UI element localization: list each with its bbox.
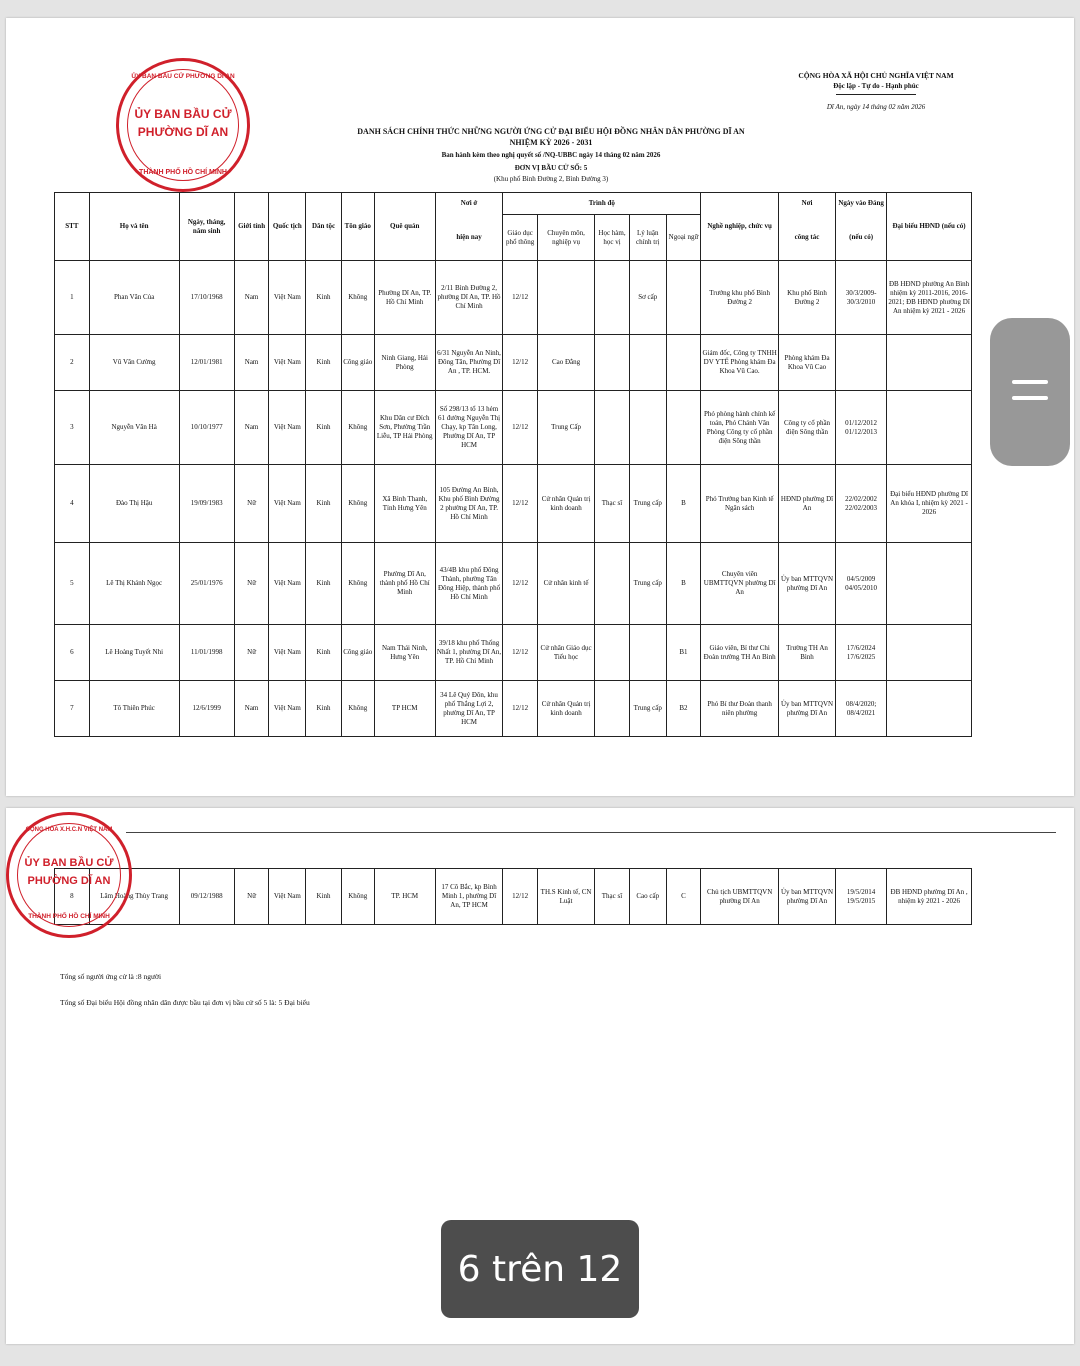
col-nationality: Quốc tịch [269,193,306,261]
cell-dob: 10/10/1977 [179,391,234,465]
cell-delegate [887,543,972,625]
cell-occupation: Phó Trưởng ban Kinh tế Ngân sách [701,465,779,543]
cell-ethnicity: Kinh [306,391,342,465]
cell-residence: 17 Cô Bắc, kp Bình Minh 1, phường Dĩ An, TP HCM [435,869,502,925]
col-edu-language: Ngoại ngữ [666,215,701,261]
cell-edu-political: Trung cấp [629,465,666,543]
cell-stt: 5 [55,543,90,625]
cell-name: Nguyễn Văn Hà [89,391,179,465]
cell-ethnicity: Kinh [306,625,342,681]
candidates-table-continued [54,868,972,925]
table-body-continued [55,869,972,925]
seal-bottom-text: THÀNH PHỐ HỒ CHÍ MINH [28,913,110,920]
table-body [55,261,972,737]
cell-edu-specialty: Cử nhân Quản trị kinh doanh [537,465,594,543]
cell-residence: 6/31 Nguyễn An Ninh, Đông Tân, Phường Dĩ An , TP. HCM. [435,335,502,391]
table-row [55,261,972,335]
cell-edu-degree [595,261,630,335]
nation-motto: Độc lập - Tự do - Hạnh phúc [833,82,919,90]
cell-residence: 2/11 Bình Đường 2, phường Dĩ An, TP. Hồ Chí Minh [435,261,502,335]
cell-dob: 11/01/1998 [179,625,234,681]
cell-name: Vũ Văn Cường [89,335,179,391]
candidates-table [54,192,972,737]
document-decree: Ban hành kèm theo nghị quyết số /NQ-UBBC ngày 14 tháng 02 năm 2026 [441,151,661,159]
cell-occupation: Giáo viên, Bí thư Chi Đoàn trường TH An Bình [701,625,779,681]
cell-residence: Số 298/13 tổ 13 hẻm 61 đường Nguyễn Thị Chạy, kp Tân Long, Phường Dĩ An, TP HCM [435,391,502,465]
seal-line-2: PHƯỜNG DĨ AN [137,125,229,139]
cell-residence: 105 Đường An Bình, Khu phố Bình Đường 2 phường Dĩ An, TP. Hồ Chí Minh [435,465,502,543]
cell-dob: 25/01/1976 [179,543,234,625]
cell-party: 19/5/2014 19/5/2015 [836,869,887,925]
cell-edu-specialty: Trung Cấp [537,391,594,465]
cell-religion: Không [341,869,374,925]
col-edu-general: Giáo dục phổ thông [503,215,538,261]
seal-bottom-text: THÀNH PHỐ HỒ CHÍ MINH [139,169,227,176]
cell-edu-general: 12/12 [503,543,538,625]
cell-name: Đào Thị Hậu [89,465,179,543]
cell-delegate [887,335,972,391]
cell-stt: 8 [55,869,90,925]
grip-line-bottom [1012,396,1048,400]
table-row [55,625,972,681]
cell-workplace: Phòng khám Đa Khoa Vũ Cao [778,335,835,391]
cell-nationality: Việt Nam [269,543,306,625]
cell-edu-specialty: Cử nhân kinh tế [537,543,594,625]
cell-workplace: Ủy ban MTTQVN phường Dĩ An [778,681,835,737]
table-row [55,335,972,391]
cell-dob: 17/10/1968 [179,261,234,335]
cell-gender: Nữ [234,625,269,681]
cell-workplace: Trường TH An Bình [778,625,835,681]
cell-edu-language [666,261,701,335]
cell-stt: 4 [55,465,90,543]
col-workplace-top: Nơi [778,193,835,215]
cell-edu-general: 12/12 [503,391,538,465]
grip-line-top [1012,380,1048,384]
cell-dob: 12/01/1981 [179,335,234,391]
cell-delegate: ĐB HĐND phường An Bình nhiệm kỳ 2011-2016, 2016-2021; ĐB HĐND phường Dĩ An nhiệm kỳ 2021 - 2026 [887,261,972,335]
col-residence-sub: hiện nay [435,215,502,261]
cell-edu-language: B2 [666,681,701,737]
cell-occupation: Phó Bí thư Đoàn thanh niên phường [701,681,779,737]
cell-hometown: Nam Thái Ninh, Hưng Yên [374,625,435,681]
cell-residence: 34 Lê Quý Đôn, khu phố Thắng Lợi 2, phường Dĩ An, TP HCM [435,681,502,737]
cell-hometown: Ninh Giang, Hải Phòng [374,335,435,391]
cell-nationality: Việt Nam [269,681,306,737]
cell-edu-political: Cao cấp [629,869,666,925]
cell-gender: Nữ [234,869,269,925]
official-seal-page-2 [6,812,132,938]
cell-stt: 7 [55,681,90,737]
cell-nationality: Việt Nam [269,869,306,925]
cell-hometown: TP HCM [374,681,435,737]
col-residence-top: Nơi ở [435,193,502,215]
col-party-sub: (nếu có) [836,215,887,261]
cell-edu-general: 12/12 [503,625,538,681]
seal-top-text: ỦY BAN BẦU CỬ PHƯỜNG DĨ AN [131,73,235,80]
col-occupation: Nghề nghiệp, chức vụ [701,193,779,261]
cell-occupation: Trưởng khu phố Bình Đường 2 [701,261,779,335]
cell-party: 17/6/2024 17/6/2025 [836,625,887,681]
cell-edu-specialty: Cao Đẳng [537,335,594,391]
document-term: NHIỆM KỲ 2026 - 2031 [509,138,593,147]
cell-edu-specialty: TH.S Kinh tế, CN Luật [537,869,594,925]
cell-dob: 12/6/1999 [179,681,234,737]
cell-hometown: Phường Dĩ An, thành phố Hồ Chí Minh [374,543,435,625]
cell-party: 04/5/2009 04/05/2010 [836,543,887,625]
cell-edu-political: Trung cấp [629,681,666,737]
cell-nationality: Việt Nam [269,335,306,391]
cell-edu-degree [595,335,630,391]
cell-occupation: Chuyên viên UBMTTQVN phường Dĩ An [701,543,779,625]
col-party-top: Ngày vào Đảng [836,193,887,215]
cell-ethnicity: Kinh [306,465,342,543]
election-area: (Khu phố Bình Đường 2, Bình Đường 3) [493,175,609,183]
cell-nationality: Việt Nam [269,625,306,681]
cell-ethnicity: Kinh [306,261,342,335]
cell-stt: 3 [55,391,90,465]
cell-delegate [887,681,972,737]
cell-edu-specialty [537,261,594,335]
cell-religion: Không [341,465,374,543]
cell-ethnicity: Kinh [306,869,342,925]
cell-edu-political: Trung cấp [629,543,666,625]
cell-name: Lâm Hoàng Thùy Trang [89,869,179,925]
official-seal [116,58,250,192]
cell-ethnicity: Kinh [306,681,342,737]
cell-name: Phan Văn Của [89,261,179,335]
col-religion: Tôn giáo [341,193,374,261]
cell-gender: Nữ [234,543,269,625]
fast-scroll-handle[interactable] [990,318,1070,466]
cell-edu-language: B [666,543,701,625]
col-edu-political: Lý luận chính trị [629,215,666,261]
col-edu-degree: Học hàm, học vị [595,215,630,261]
cell-religion: Không [341,681,374,737]
cell-religion: Không [341,543,374,625]
cell-edu-general: 12/12 [503,869,538,925]
cell-ethnicity: Kinh [306,335,342,391]
cell-edu-language: B1 [666,625,701,681]
cell-edu-political [629,391,666,465]
election-unit: ĐƠN VỊ BẦU CỬ SỐ: 5 [514,164,588,172]
col-education: Trình độ [503,193,701,215]
cell-party: 22/02/2002 22/02/2003 [836,465,887,543]
cell-religion: Không [341,261,374,335]
cell-edu-political [629,625,666,681]
cell-workplace: Ủy ban MTTQVN phường Dĩ An [778,543,835,625]
cell-residence: 43/4B khu phố Đông Thành, phường Tân Đông Hiệp, thành phố Hồ Chí Minh [435,543,502,625]
cell-edu-general: 12/12 [503,465,538,543]
cell-edu-specialty: Cử nhân Giáo dục Tiểu học [537,625,594,681]
table-row [55,869,972,925]
cell-gender: Nam [234,681,269,737]
cell-edu-general: 12/12 [503,261,538,335]
cell-edu-general: 12/12 [503,681,538,737]
cell-gender: Nữ [234,465,269,543]
cell-stt: 6 [55,625,90,681]
cell-edu-language: C [666,869,701,925]
seal-line-2: PHƯỜNG DĨ AN [27,875,111,887]
cell-ethnicity: Kinh [306,543,342,625]
table-row [55,681,972,737]
seal-line-1: ỦY BAN BẦU CỬ [134,107,232,121]
col-ethnicity: Dân tộc [306,193,342,261]
cell-edu-degree: Thạc sĩ [595,869,630,925]
cell-hometown: Xã Bình Thanh, Tỉnh Hưng Yên [374,465,435,543]
cell-gender: Nam [234,391,269,465]
cell-delegate: ĐB HĐND phường Dĩ An , nhiệm kỳ 2021 - 2026 [887,869,972,925]
cell-name: Lê Thị Khánh Ngọc [89,543,179,625]
cell-edu-degree [595,543,630,625]
cell-stt: 1 [55,261,90,335]
cell-occupation: Giám đốc, Công ty TNHH DV YTẾ Phòng khám Đa Khoa Vũ Cao. [701,335,779,391]
col-workplace-sub: công tác [778,215,835,261]
document-page-1 [6,18,1074,796]
cell-delegate [887,391,972,465]
cell-delegate [887,625,972,681]
cell-edu-language: B [666,465,701,543]
cell-occupation: Phó phòng hành chính kế toán, Phó Chánh Văn Phòng Công ty cổ phần điện Sông thần [701,391,779,465]
cell-party: 08/4/2020; 08/4/2021 [836,681,887,737]
cell-gender: Nam [234,261,269,335]
cell-nationality: Việt Nam [269,261,306,335]
cell-gender: Nam [234,335,269,391]
col-gender: Giới tính [234,193,269,261]
cell-delegate: Đại biểu HĐND phường Dĩ An khóa I, nhiệm kỳ 2021 - 2026 [887,465,972,543]
cell-dob: 19/09/1983 [179,465,234,543]
cell-edu-language [666,391,701,465]
cell-dob: 09/12/1988 [179,869,234,925]
document-title: DANH SÁCH CHÍNH THỨC NHỮNG NGƯỜI ỨNG CỬ ĐẠI BIỂU HỘI ĐỒNG NHÂN DÂN PHƯỜNG DĨ AN [357,127,745,136]
cell-name: Lê Hoàng Tuyết Nhi [89,625,179,681]
col-name: Họ và tên [89,193,179,261]
cell-religion: Công giáo [341,625,374,681]
col-delegate: Đại biểu HĐND (nếu có) [887,193,972,261]
seal-line-1: ỦY BAN BẦU CỬ [24,857,114,869]
cell-edu-political [629,335,666,391]
cell-workplace: Công ty cổ phần điện Sông thần [778,391,835,465]
document-date: Dĩ An, ngày 14 tháng 02 năm 2026 [826,103,926,111]
cell-workplace: HĐND phường Dĩ An [778,465,835,543]
cell-edu-degree [595,625,630,681]
cell-workplace: Ủy ban MTTQVN phường Dĩ An [778,869,835,925]
nation-title: CỘNG HÒA XÃ HỘI CHỦ NGHĨA VIỆT NAM [798,71,954,80]
cell-nationality: Việt Nam [269,391,306,465]
cell-edu-specialty: Cử nhân Quản trị kinh doanh [537,681,594,737]
cell-nationality: Việt Nam [269,465,306,543]
cell-edu-degree [595,681,630,737]
cell-edu-degree: Thạc sĩ [595,465,630,543]
col-edu-specialty: Chuyên môn, nghiệp vụ [537,215,594,261]
cell-edu-degree [595,391,630,465]
cell-occupation: Chủ tịch UBMTTQVN phường Dĩ An [701,869,779,925]
cell-hometown: Khu Dân cư Đích Sơn, Phường Trần Liễu, TP Hải Phòng [374,391,435,465]
motto-underline [836,94,916,95]
cell-hometown: TP. HCM [374,869,435,925]
cell-party: 30/3/2009- 30/3/2010 [836,261,887,335]
table-row [55,465,972,543]
table-row [55,391,972,465]
cell-name: Tô Thiên Phúc [89,681,179,737]
cell-edu-language [666,335,701,391]
col-stt: STT [55,193,90,261]
cell-party [836,335,887,391]
cell-workplace: Khu phố Bình Đường 2 [778,261,835,335]
cell-hometown: Phường Dĩ An, TP. Hồ Chí Minh [374,261,435,335]
cell-stt: 2 [55,335,90,391]
cell-party: 01/12/2012 01/12/2013 [836,391,887,465]
col-dob: Ngày, tháng, năm sinh [179,193,234,261]
cell-edu-general: 12/12 [503,335,538,391]
page-indicator: 6 trên 12 [441,1220,639,1318]
cell-edu-political: Sơ cấp [629,261,666,335]
page-top-rule [126,832,1056,833]
seal-top-text: CỘNG HÒA X.H.C.N VIỆT NAM [25,827,113,833]
cell-religion: Không [341,391,374,465]
cell-residence: 39/18 khu phố Thống Nhất 1, phường Dĩ An, TP. Hồ Chí Minh [435,625,502,681]
table-row [55,543,972,625]
col-hometown: Quê quán [374,193,435,261]
total-delegates: Tổng số Đại biểu Hội đồng nhân dân được bầu tại đơn vị bầu cử số 5 là: 5 Đại biểu [60,998,310,1007]
cell-religion: Công giáo [341,335,374,391]
total-candidates: Tổng số người ứng cử là :8 người [60,972,162,981]
